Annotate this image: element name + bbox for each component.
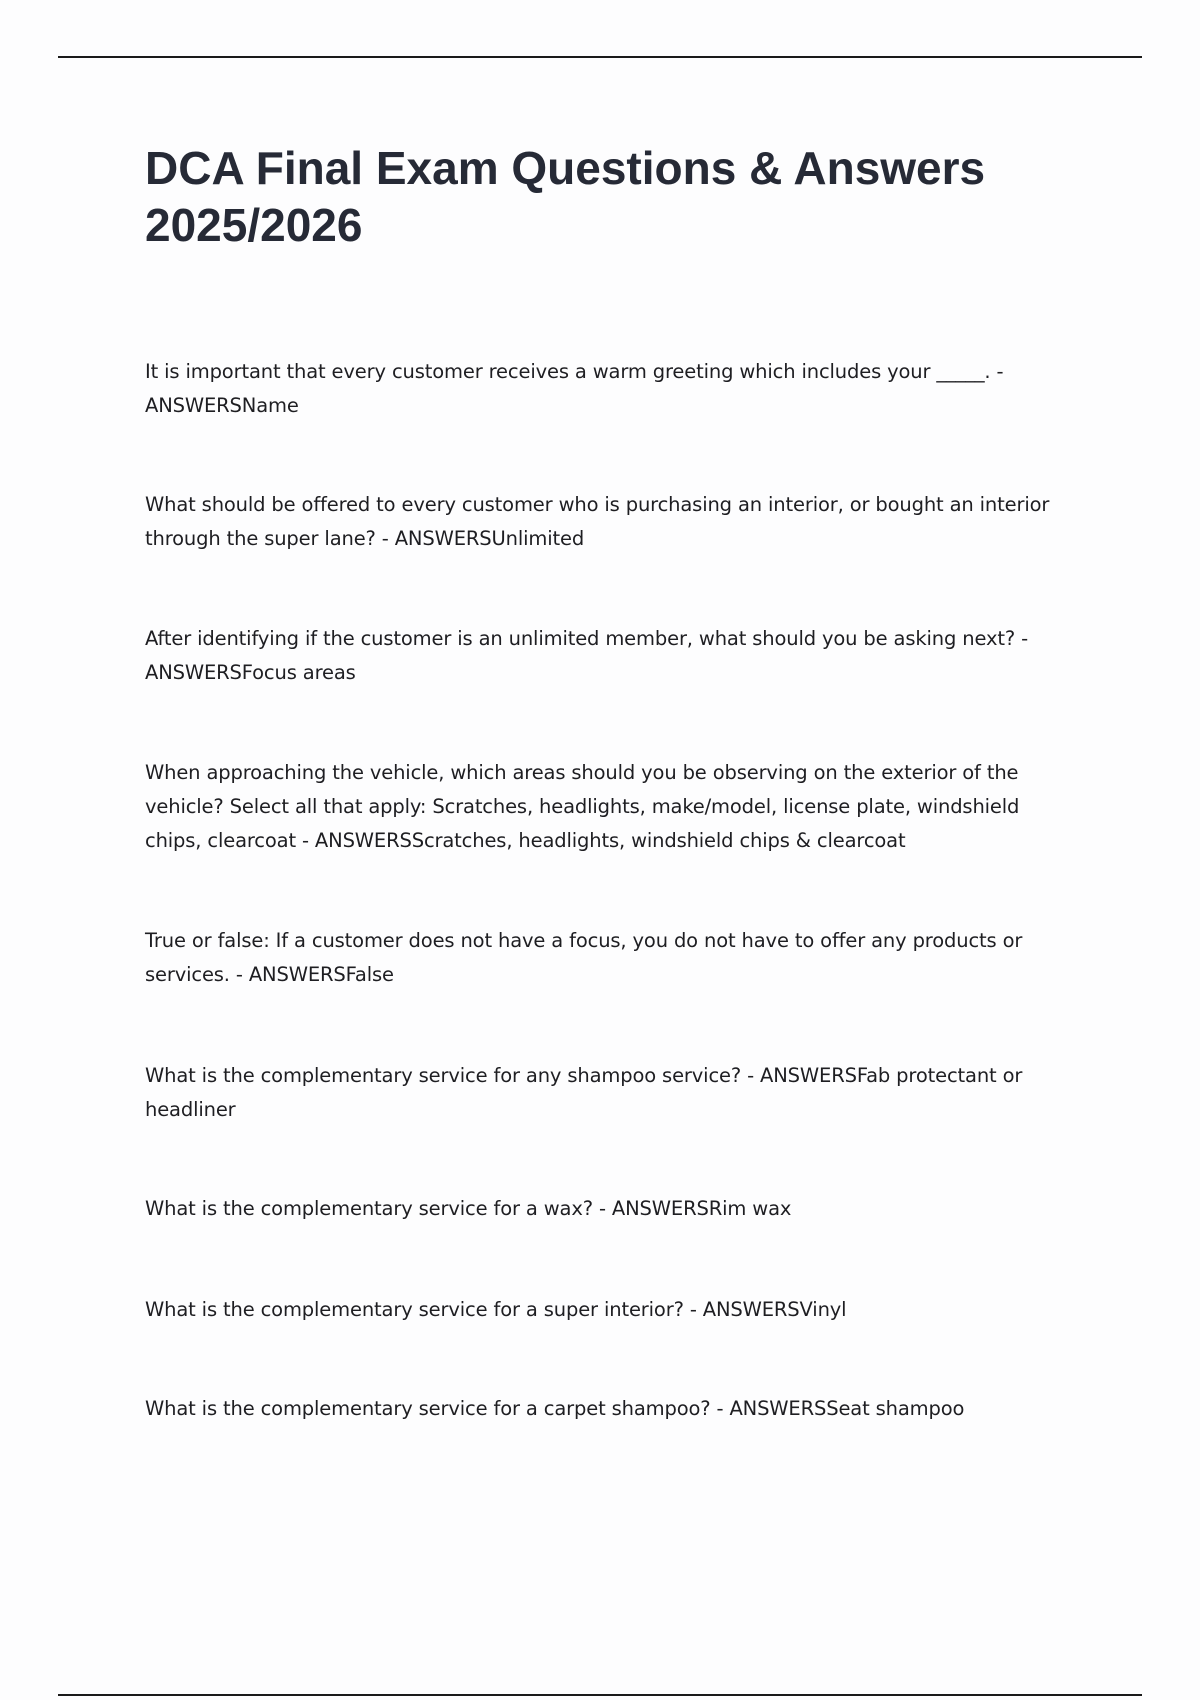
qa-item-3: After identifying if the customer is an unlimited member, what should you be asking next? - ANSWERSFocus areas	[145, 627, 1028, 684]
header-rule	[58, 56, 1142, 58]
qa-item-8: What is the complementary service for a super interior? - ANSWERSVinyl	[145, 1298, 847, 1321]
qa-item-2: What should be offered to every customer who is purchasing an interior, or bought an interior through the super lane? - ANSWERSUnlimited	[145, 493, 1050, 550]
qa-item-4: When approaching the vehicle, which areas should you be observing on the exterior of the vehicle? Select all that apply: Scratches, headlights, make/model, license plate, windshield chips, clearcoat - ANSWERSScratches, headlights, windshield chips & clearcoat	[145, 761, 1020, 852]
qa-item-1: It is important that every customer receives a warm greeting which includes your _____. - ANSWERSName	[145, 360, 1004, 417]
footer-rule	[58, 1694, 1142, 1696]
qa-item-6: What is the complementary service for any shampoo service? - ANSWERSFab protectant or headliner	[145, 1064, 1023, 1121]
document-title: DCA Final Exam Questions & Answers 2025/2026	[145, 142, 986, 251]
qa-item-9: What is the complementary service for a carpet shampoo? - ANSWERSSeat shampoo	[145, 1397, 965, 1420]
qa-item-7: What is the complementary service for a wax? - ANSWERSRim wax	[145, 1197, 792, 1220]
qa-item-5: True or false: If a customer does not have a focus, you do not have to offer any products or services. - ANSWERSFalse	[145, 929, 1023, 986]
